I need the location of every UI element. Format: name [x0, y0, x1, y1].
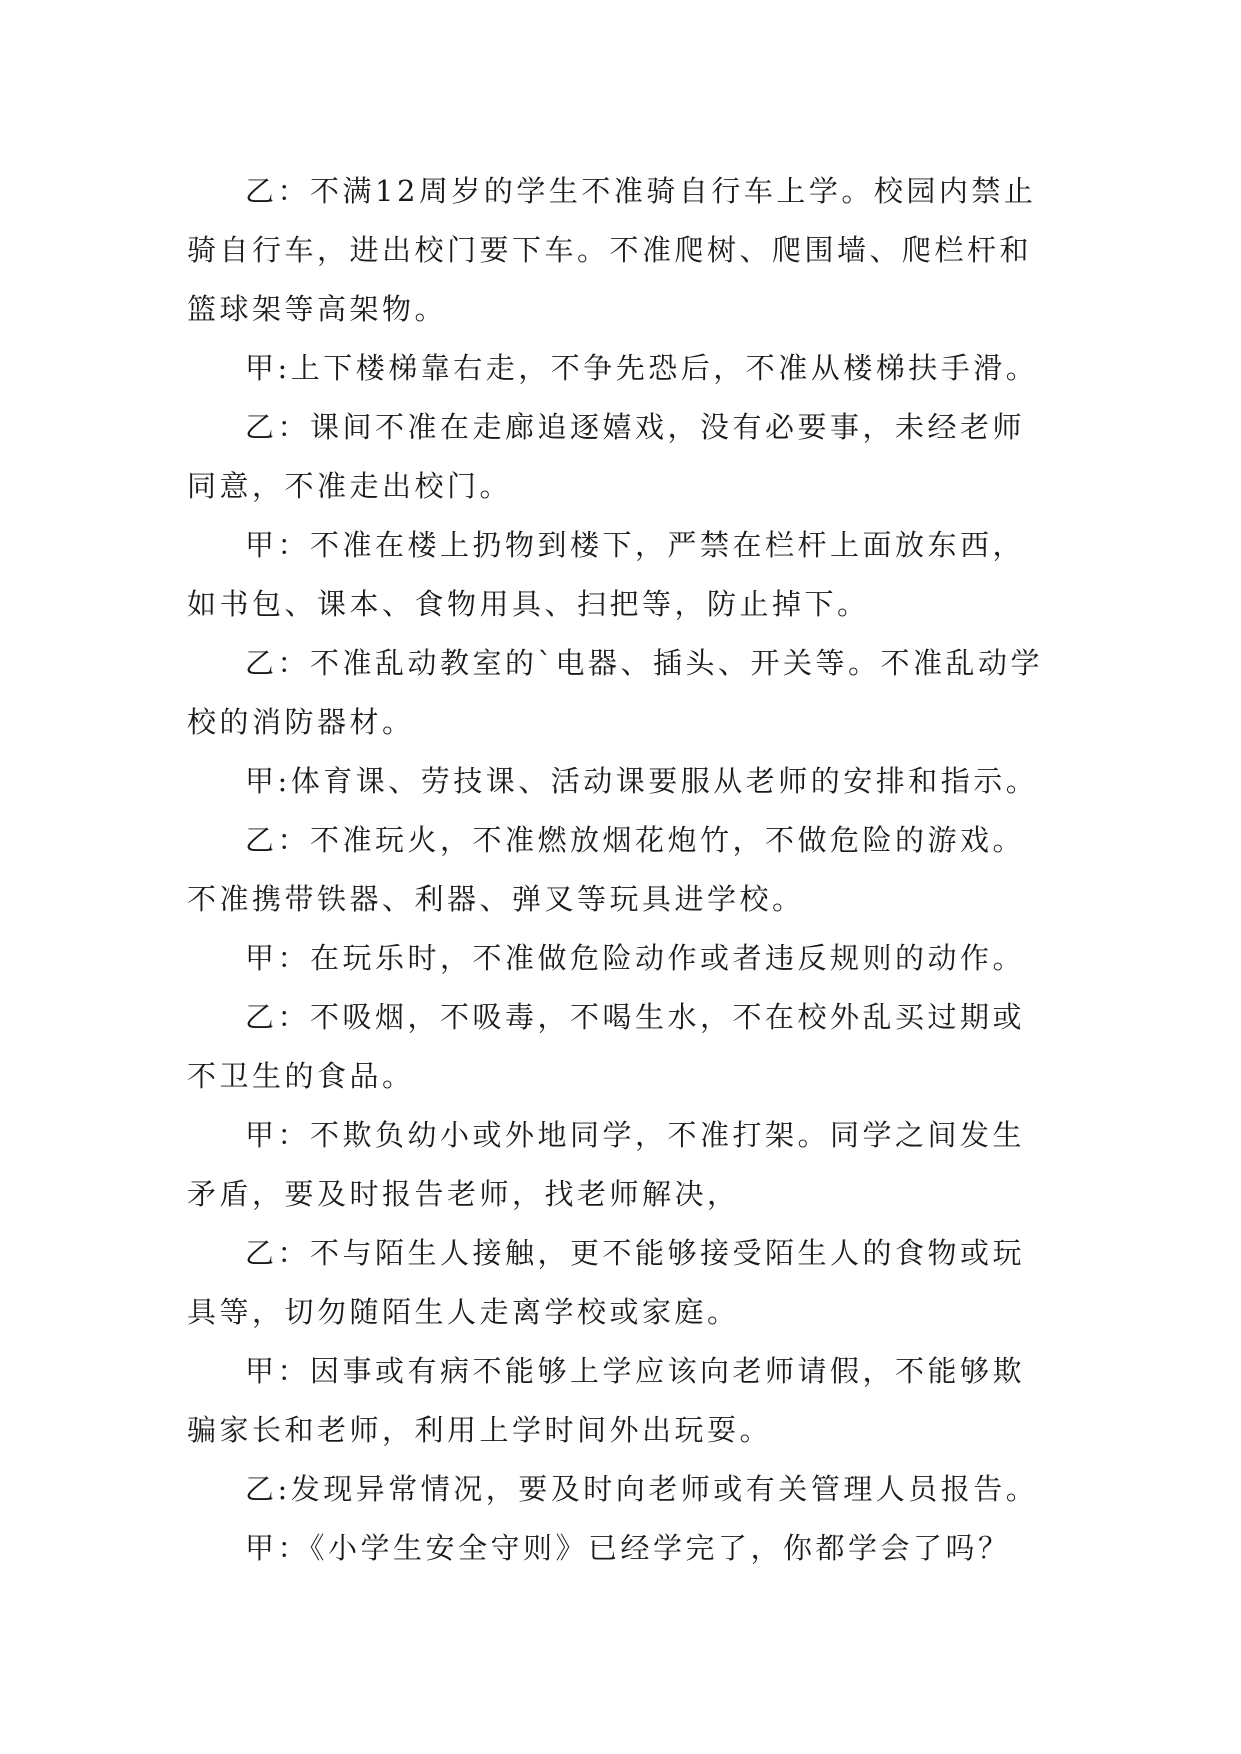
dialogue-paragraph: 甲：不欺负幼小或外地同学，不准打架。同学之间发生矛盾，要及时报告老师，找老师解决，	[187, 1118, 1026, 1211]
dialogue-paragraph: 甲:上下楼梯靠右走，不争先恐后，不准从楼梯扶手滑。	[245, 351, 1039, 385]
dialogue-paragraph: 甲：不准在楼上扔物到楼下，严禁在栏杆上面放东西，如书包、课本、食物用具、扫把等，防止掉下。	[187, 528, 1026, 621]
dialogue-paragraph: 乙：不满12周岁的学生不准骑自行车上学。校园内禁止骑自行车，进出校门要下车。不准爬树、爬围墙、爬栏杆和篮球架等高架物。	[187, 174, 1037, 326]
dialogue-paragraph: 甲：在玩乐时，不准做危险动作或者违反规则的动作。	[245, 941, 1026, 975]
dialogue-paragraph: 乙：不准乱动教室的`电器、插头、开关等。不准乱动学校的消防器材。	[187, 646, 1044, 739]
dialogue-paragraph: 乙：不准玩火，不准燃放烟花炮竹，不做危险的游戏。不准携带铁器、利器、弹叉等玩具进学校。	[187, 823, 1026, 916]
dialogue-paragraph: 乙：不与陌生人接触，更不能够接受陌生人的食物或玩具等，切勿随陌生人走离学校或家庭。	[187, 1236, 1026, 1329]
dialogue-paragraph: 乙:发现异常情况，要及时向老师或有关管理人员报告。	[245, 1472, 1039, 1506]
dialogue-paragraph: 乙：课间不准在走廊追逐嬉戏，没有必要事，未经老师同意，不准走出校门。	[187, 410, 1026, 503]
dialogue-paragraph: 甲：因事或有病不能够上学应该向老师请假，不能够欺骗家长和老师，利用上学时间外出玩耍。	[187, 1354, 1026, 1447]
dialogue-paragraph: 甲：《小学生安全守则》已经学完了，你都学会了吗？	[245, 1531, 1011, 1565]
dialogue-paragraph: 甲:体育课、劳技课、活动课要服从老师的安排和指示。	[245, 764, 1039, 798]
document-body	[187, 162, 1055, 1578]
dialogue-paragraph: 乙：不吸烟，不吸毒，不喝生水，不在校外乱买过期或不卫生的食品。	[187, 1000, 1026, 1093]
